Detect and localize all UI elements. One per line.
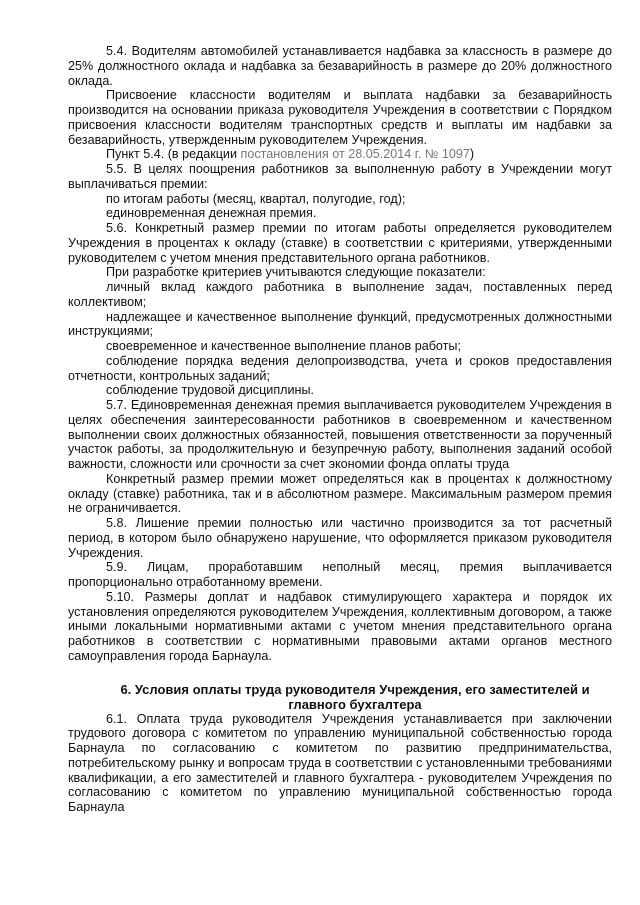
paragraph-5-9: 5.9. Лицам, проработавшим неполный месяц, премия выплачивается пропорционально отработанному времени. [68, 560, 612, 589]
paragraph-5-7: 5.7. Единовременная денежная премия выплачивается руководителем Учреждения в целях обеспечения заинтересованности работников в своевременном и качественном выполнении своих должностных обязанностей, повышения ответственности за порученный участок работы, за продолжительную и безупречную работу, выполнения заданий особой важности, сложности или срочности за счет экономии фонда оплаты труда [68, 398, 612, 471]
paragraph-5-7-size: Конкретный размер премии может определяться как в процентах к должностному окладу (ставке) работника, так и в абсолютном размере. Максимальным размером премия не ограничивается. [68, 471, 612, 516]
paragraph-5-4-assignment: Присвоение классности водителям и выплата надбавки за безаварийность производится на основании приказа руководителя Учреждения в соответствии с Порядком присвоения классности водителям транспортных средств и выплаты им надбавки за безаварийность, утвержденным руководителем Учреждения. [68, 88, 612, 147]
list-item-bonus-periodic: по итогам работы (месяц, квартал, полугодие, год); [106, 191, 406, 206]
criteria-item-contribution: личный вклад каждого работника в выполнение задач, поставленных перед коллективом; [68, 280, 612, 309]
amendment-note [68, 147, 612, 162]
section-6-heading: 6. Условия оплаты труда руководителя Учреждения, его заместителей и главного бухгалтера [120, 681, 590, 712]
paragraph-5-4: 5.4. Водителям автомобилей устанавливается надбавка за классность в размере до 25% должностного оклада и надбавка за безаварийность в размере до 20% должностного оклада. [68, 44, 612, 88]
paragraph-5-5: 5.5. В целях поощрения работников за выполненную работу в Учреждении могут выплачиваться премии: [68, 162, 612, 191]
criteria-item-discipline: соблюдение трудовой дисциплины. [106, 383, 315, 398]
paragraph-6-1: 6.1. Оплата труда руководителя Учреждения устанавливается при заключении трудового договора с комитетом по управлению муниципальной собственностью города Барнаула по согласованию с комитетом по развитию предпринимательства, потребительскому рынку и вопросам труда в соответствии с установленными требованиями квалификации, а его заместителей и главного бухгалтера - руководителем Учреждения по согласованию с комитетом по управлению муниципальной собственностью города Барнаула [68, 711, 612, 814]
paragraph-5-10: 5.10. Размеры доплат и надбавок стимулирующего характера и порядок их установления определяются руководителем Учреждения, коллективным договором, а также иными локальными нормативными актами с учетом мнения представительного органа работников в соответствии с нормативными правовыми актами органов местного самоуправления города Барнаула. [68, 589, 612, 663]
criteria-item-plans: своевременное и качественное выполнение планов работы; [106, 339, 461, 353]
amendment-link[interactable]: постановления от 28.05.2014 г. № 1097 [240, 147, 470, 162]
paragraph-5-6: 5.6. Конкретный размер премии по итогам работы определяется руководителем Учреждения в процентах к окладу (ставке) в соответствии с критериями, утвержденными руководителем с учетом мнения представительного органа работников. [68, 221, 612, 265]
paragraph-5-8: 5.8. Лишение премии полностью или частично производится за тот расчетный период, в котором было обнаружено нарушение, что оформляется приказом руководителя Учреждения. [68, 516, 612, 560]
amendment-note-prefix: Пункт 5.4. (в редакции [106, 147, 241, 162]
criteria-item-functions: надлежащее и качественное выполнение функций, предусмотренных должностными инструкциями; [68, 309, 612, 339]
list-item-bonus-onetime: единовременная денежная премия. [106, 206, 317, 221]
criteria-item-records: соблюдение порядка ведения делопроизводства, учета и сроков предоставления отчетности, контрольных заданий; [68, 353, 612, 383]
paragraph-5-6-criteria: При разработке критериев учитываются следующие показатели: [106, 265, 486, 280]
amendment-note-suffix: ) [469, 147, 475, 162]
